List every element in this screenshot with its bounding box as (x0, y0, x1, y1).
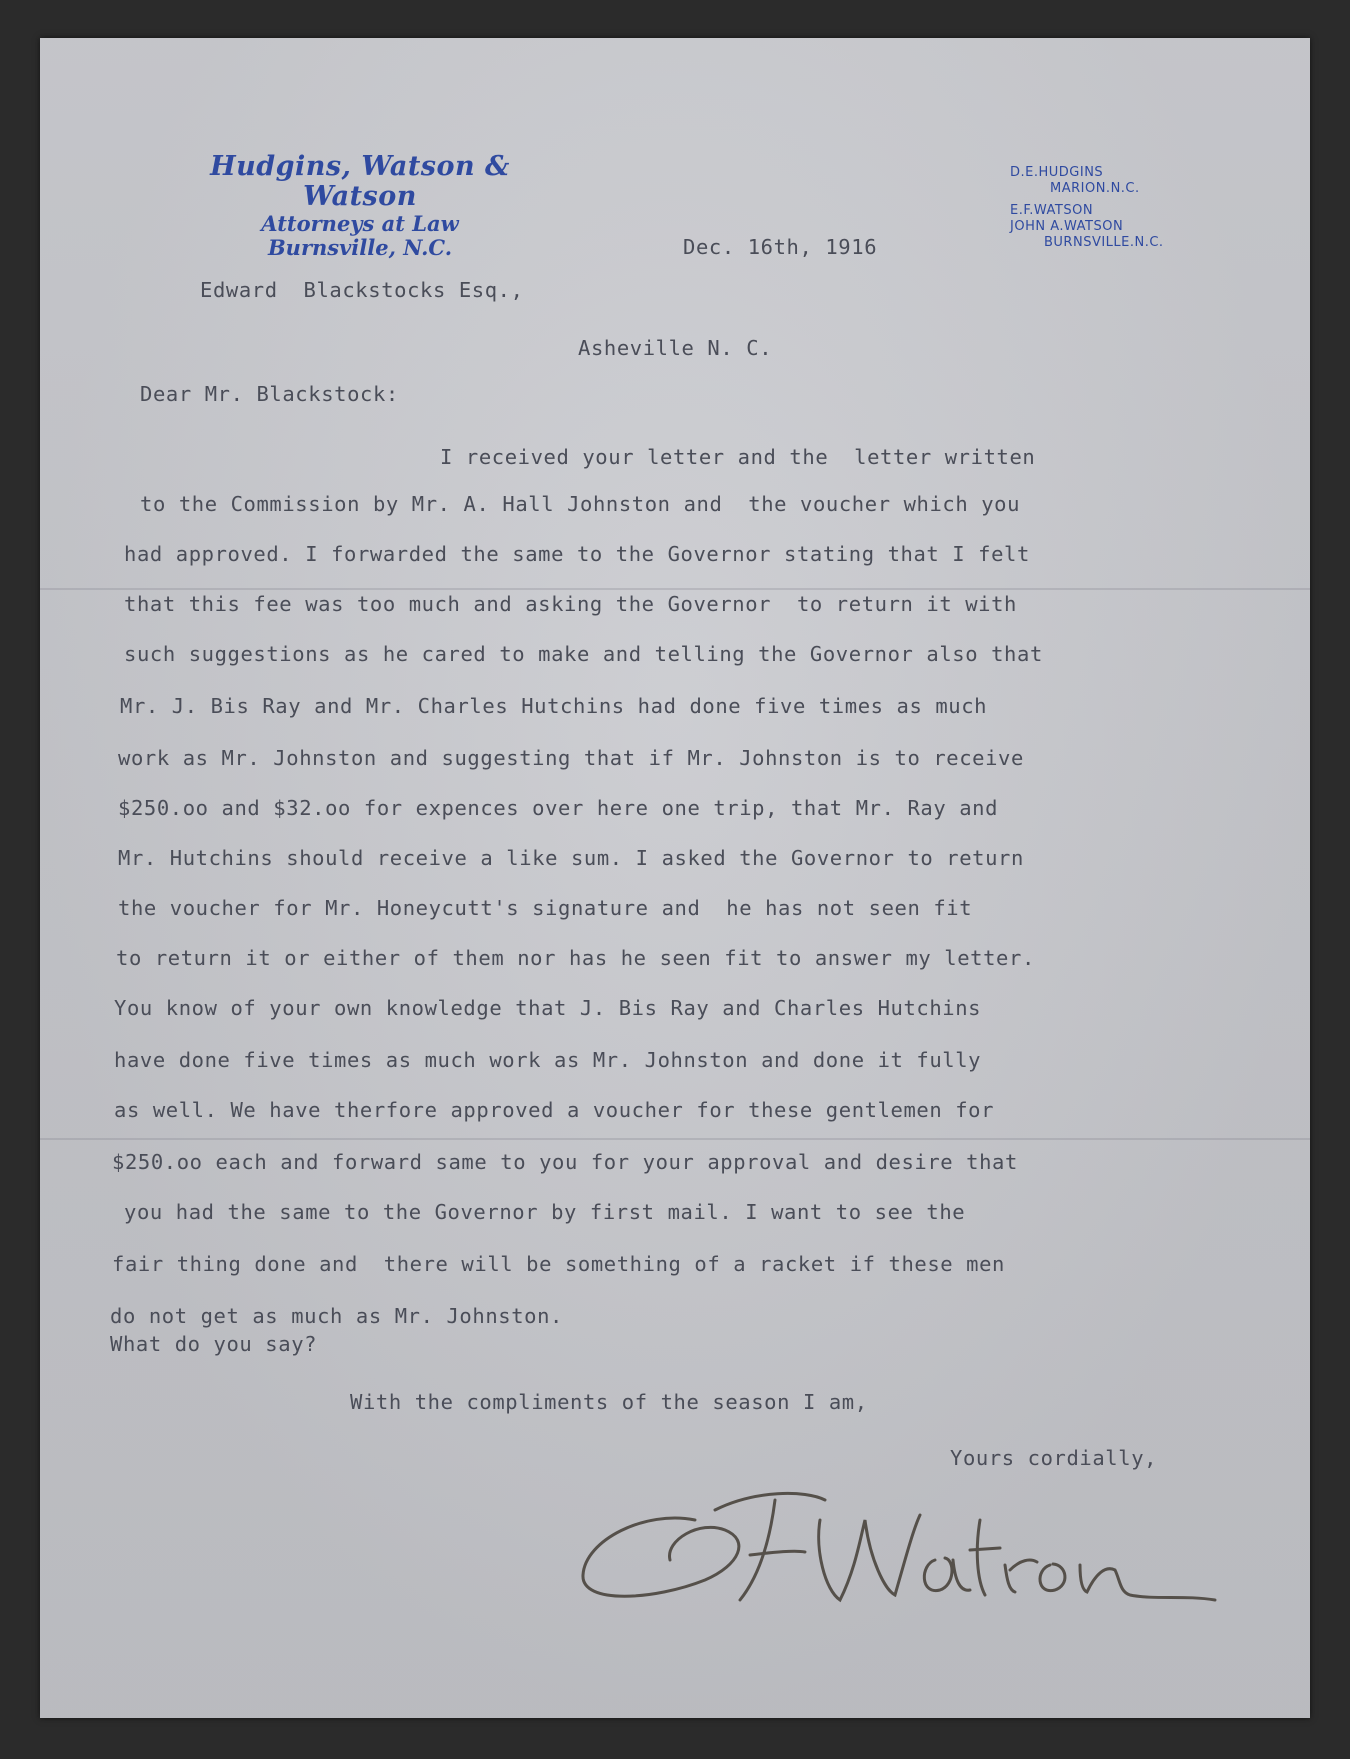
body-line: to the Commission by Mr. A. Hall Johnston and the voucher which you (140, 492, 1021, 516)
firm-line-2: Attorneys at Law (261, 211, 459, 236)
partner-line: D.E.HUDGINS (1010, 165, 1104, 180)
body-line: the voucher for Mr. Honeycutt's signature and he has not seen fit (118, 896, 973, 920)
body-line: such suggestions as he cared to make and telling the Governor also that (124, 642, 1043, 666)
body-line: Mr. J. Bis Ray and Mr. Charles Hutchins had done five times as much (120, 694, 988, 718)
body-line: fair thing done and there will be something of a racket if these men (112, 1252, 1006, 1276)
partner-line: BURNSVILLE.N.C. (1044, 235, 1164, 250)
closing-line: With the compliments of the season I am, (350, 1390, 868, 1414)
body-line: What do you say? (110, 1332, 318, 1356)
body-line: you had the same to the Governor by first mail. I want to see the (124, 1200, 966, 1224)
partner-line: JOHN A.WATSON (1010, 219, 1124, 234)
body-line: I received your letter and the letter written (440, 445, 1036, 469)
recipient-city: Asheville N. C. (578, 336, 773, 360)
salutation: Dear Mr. Blackstock: (140, 382, 399, 406)
fold-line (40, 1138, 1310, 1140)
body-line: have done five times as much work as Mr. Johnston and done it fully (114, 1048, 982, 1072)
firm-line-3: Burnsville, N.C. (267, 235, 453, 260)
body-line: You know of your own knowledge that J. Bis Ray and Charles Hutchins (114, 996, 982, 1020)
body-line: $250.oo each and forward same to you for your approval and desire that (112, 1150, 1018, 1174)
signature-text: E. F. Watson (575, 1480, 581, 1481)
partner-line: E.F.WATSON (1010, 203, 1094, 218)
firm-name: Hudgins, Watson & Watson (210, 151, 510, 212)
body-line: work as Mr. Johnston and suggesting that if Mr. Johnston is to receive (118, 746, 1024, 770)
body-line: to return it or either of them nor has he seen fit to answer my letter. (116, 946, 1035, 970)
letterhead-firm (175, 152, 545, 260)
fold-line (40, 588, 1310, 590)
body-line: do not get as much as Mr. Johnston. (110, 1304, 563, 1328)
body-line: $250.oo and $32.oo for expences over here one trip, that Mr. Ray and (118, 796, 999, 820)
body-line: Mr. Hutchins should receive a like sum. I asked the Governor to return (118, 846, 1024, 870)
recipient-name: Edward Blackstocks Esq., (200, 278, 524, 302)
valediction: Yours cordially, (950, 1446, 1158, 1470)
partner-line: MARION.N.C. (1050, 181, 1140, 196)
signature (575, 1480, 1225, 1620)
body-line: that this fee was too much and asking the Governor to return it with (124, 592, 1018, 616)
letter-date: Dec. 16th, 1916 (683, 235, 878, 259)
body-line: as well. We have therfore approved a voucher for these gentlemen for (114, 1098, 995, 1122)
partners-list (1010, 165, 1190, 251)
body-line: had approved. I forwarded the same to the Governor stating that I felt (124, 542, 1030, 566)
